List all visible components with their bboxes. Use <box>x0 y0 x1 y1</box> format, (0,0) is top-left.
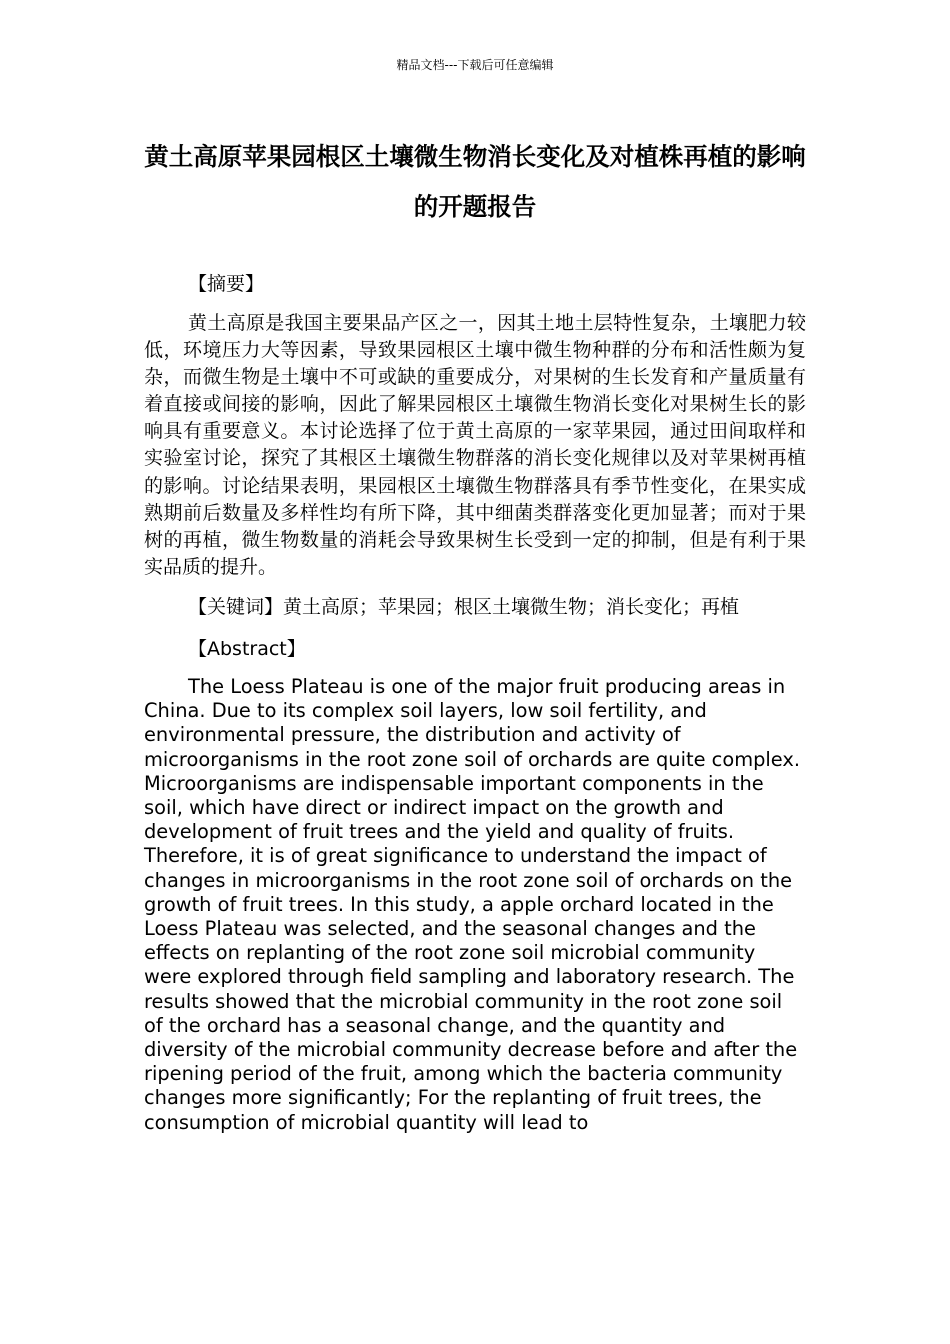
abstract-cn-paragraph: 黄土高原是我国主要果品产区之一，因其土地土层特性复杂，土壤肥力较低，环境压力大等因素，导致果园根区土壤中微生物种群的分布和活性颇为复杂，而微生物是土壤中不可或缺的重要成分，对果树的生长发育和产量质量有着直接或间接的影响，因此了解果园根区土壤微生物消长变化对果树生长的影响具有重要意义。本讨论选择了位于黄土高原的一家苹果园，通过田间取样和实验室讨论，探究了其根区土壤微生物群落的消长变化规律以及对苹果树再植的影响。讨论结果表明，果园根区土壤微生物群落具有季节性变化，在果实成熟期前后数量及多样性均有所下降，其中细菌类群落变化更加显著；而对于果树的再植，微生物数量的消耗会导致果树生长受到一定的抑制，但是有利于果实品质的提升。 <box>144 312 806 578</box>
document-title: 黄土高原苹果园根区土壤微生物消长变化及对植株再植的影响的开题报告 <box>144 142 806 221</box>
abstract-cn-label: 【摘要】 <box>188 273 265 295</box>
page-header: 精品文档---下载后可任意编辑 <box>396 58 554 72</box>
keywords-line: 【关键词】黄土高原；苹果园；根区土壤微生物；消长变化；再植 <box>188 595 740 618</box>
document-body <box>144 268 806 1135</box>
abstract-en-label: 【Abstract】 <box>188 637 306 660</box>
abstract-en-paragraph: The Loess Plateau is one of the major fruit producing areas in China. Due to its complex soil layers, low soil fertility, and environmental pressure, the distribution and activity of microorganisms in the root zone soil of orchards are quite complex. Microorganisms are indispensable important components in the soil, which have direct or indirect impact on the growth and development of fruit trees and the yield and quality of fruits. Therefore, it is of great significance to understand the impact of changes in microorganisms in the root zone soil of orchards on the growth of fruit trees. In this study, a apple orchard located in the Loess Plateau was selected, and the seasonal changes and the effects on replanting of the root zone soil microbial community were explored through field sampling and laboratory research. The results showed that the microbial community in the root zone soil of the orchard has a seasonal change, and the quantity and diversity of the microbial community decrease before and after the ripening period of the fruit, among which the bacteria community changes more significantly; For the replanting of fruit trees, the consumption of microbial quantity will lead to <box>144 674 801 1134</box>
